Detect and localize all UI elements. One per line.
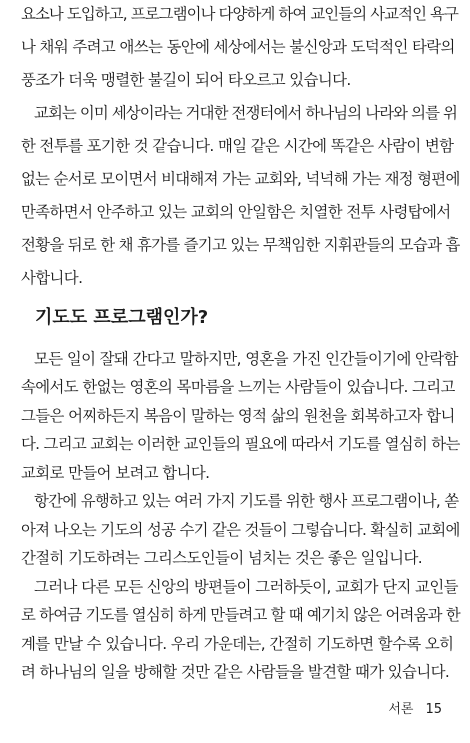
- text-line: 로 하여금 기도를 열심히 하게 만들려고 할 때 예기치 않은 어려움과 한: [21, 606, 460, 624]
- text-line: 모든 일이 잘돼 간다고 말하지만, 영혼을 가진 인간들이기에 안락함: [34, 350, 458, 368]
- text-line: 계를 만날 수 있습니다. 우리 가운데는, 간절히 기도하면 할수록 오히: [21, 635, 454, 653]
- page-footer: [388, 701, 442, 719]
- text-line: 나 채워 주려고 애쓰는 동안에 세상에서는 불신앙과 도덕적인 타락의: [21, 38, 455, 56]
- text-line: 교회는 이미 세상이라는 거대한 전쟁터에서 하나님의 나라와 의를 위: [34, 104, 458, 122]
- footer-section-label: 서론: [388, 702, 414, 717]
- text-line: 속에서도 한없는 영혼의 목마름을 느끼는 사람들이 있습니다. 그리고: [21, 378, 455, 396]
- text-line: 전황을 뒤로 한 채 휴가를 즐기고 있는 무책임한 지휘관들의 모습과 흡: [21, 236, 460, 254]
- section-heading: 기도도 프로그램인가?: [35, 307, 209, 328]
- text-line: 없는 순서로 모이면서 비대해져 가는 교회와, 넉넉해 가는 재정 형편에: [21, 170, 460, 188]
- text-line: 다. 그리고 교회는 이러한 교인들의 필요에 따라서 기도를 열심히 하는: [21, 435, 460, 453]
- text-line-overflow: 려 하나님의 일을 방해할 것만 같은 사람들을 발견할 때가 있습니다.: [21, 663, 450, 681]
- text-line: 요소나 도입하고, 프로그램이나 다양하게 하여 교인들의 사교적인 욕구: [21, 5, 458, 23]
- text-line: 한 전투를 포기한 것 같습니다. 매일 같은 시간에 똑같은 사람이 변함: [21, 137, 454, 155]
- text-line: 만족하면서 안주하고 있는 교회의 안일함은 치열한 전투 사령탑에서: [21, 203, 451, 221]
- text-line: 간절히 기도하려는 그리스도인들이 넘치는 것은 좋은 일입니다.: [21, 549, 422, 567]
- text-line: 아져 나오는 기도의 성공 수기 같은 것들이 그렇습니다. 확실히 교회에: [21, 521, 460, 539]
- text-line: 교회로 만들어 보려고 합니다.: [21, 464, 210, 482]
- text-line: 그들은 어찌하든지 복음이 말하는 영적 삶의 원천을 회복하고자 합니: [21, 407, 455, 425]
- page-number: 15: [425, 702, 442, 717]
- text-line: 사합니다.: [21, 269, 83, 287]
- text-line: 풍조가 더욱 맹렬한 불길이 되어 타오르고 있습니다.: [21, 71, 351, 89]
- text-line: 그러나 다른 모든 신앙의 방편들이 그러하듯이, 교회가 단지 교인들: [34, 578, 458, 596]
- text-line: 항간에 유행하고 있는 여러 가지 기도를 위한 행사 프로그램이나, 쏟: [34, 492, 459, 510]
